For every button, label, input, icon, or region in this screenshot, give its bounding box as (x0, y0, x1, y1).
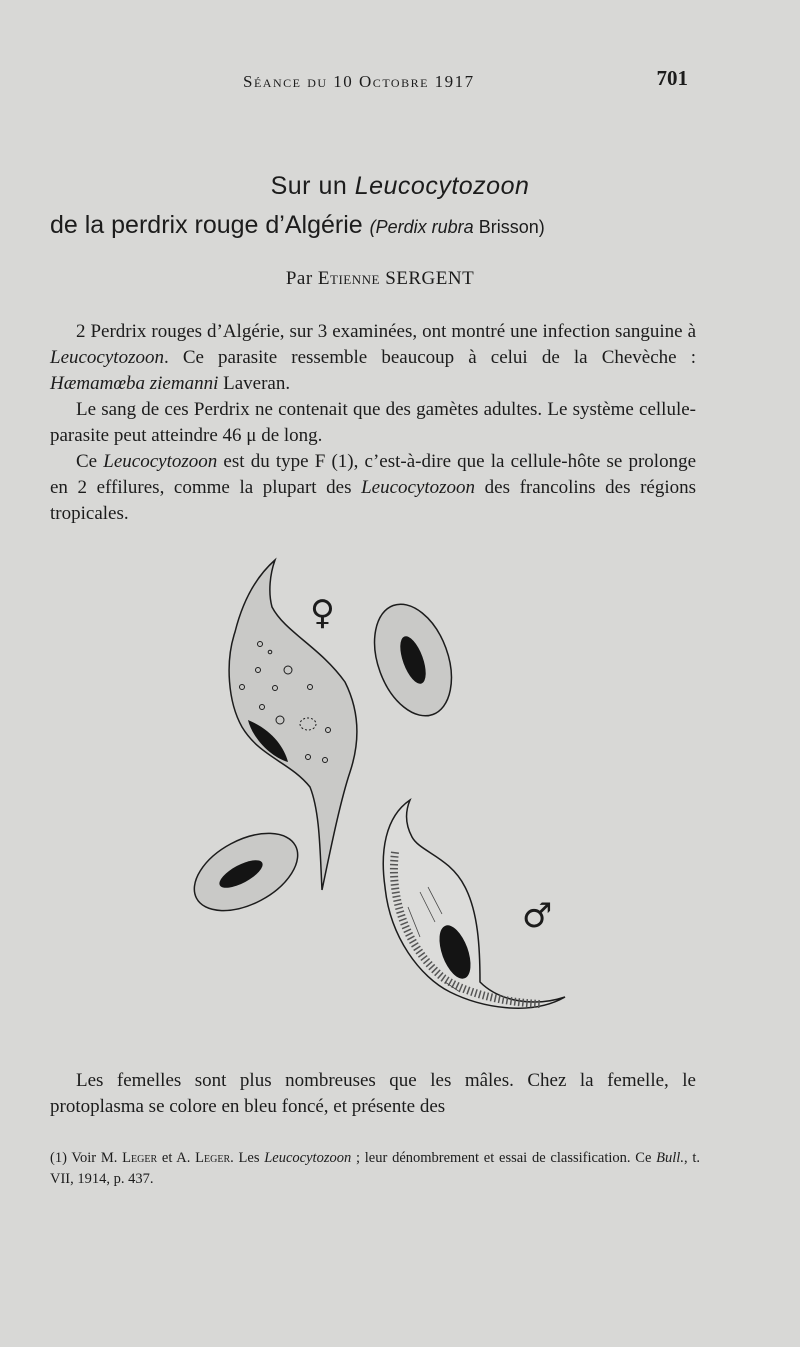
page-number: 701 (656, 66, 688, 90)
paragraph-3-text-c: des francolins des régions tropicales. (50, 477, 696, 524)
male-symbol: ♂ (522, 896, 553, 936)
paragraph-1 (50, 319, 696, 397)
title-genus: Leucocytozoon (354, 172, 530, 200)
running-head (0, 66, 800, 96)
footnote-text-d: ; leur dénombrement et essai de classification. Ce (351, 1150, 657, 1166)
author-first-name: Etienne (317, 268, 380, 289)
footnote-author-1: Leger (122, 1150, 158, 1166)
footnote-text-e: , t. VII, 1914, p. 437. (50, 1150, 701, 1187)
red-blood-cell-lower (182, 817, 311, 926)
article-title-line2 (50, 211, 750, 240)
title-species: (Perdix rubra (369, 217, 474, 237)
paragraph-1-text-b: . Ce parasite ressemble beaucoup à celui de la Chevèche : (163, 347, 696, 368)
parasite-figure (180, 552, 600, 1052)
footnote (50, 1148, 700, 1190)
footnote-text-c: . Les (230, 1150, 265, 1166)
female-symbol: ♀ (310, 593, 335, 633)
author-line (0, 268, 760, 290)
paragraph-3 (50, 449, 696, 527)
title-prefix: Sur un (270, 172, 355, 200)
title-line2-prefix: de la perdrix rouge d’Algérie (50, 211, 370, 239)
footnote-author-2: Leger (195, 1150, 231, 1166)
running-head-title: Séance du 10 Octobre 1917 (243, 72, 475, 91)
paragraph-3-genus-2: Leucocytozoon (361, 477, 476, 498)
author-last-name: SERGENT (379, 268, 475, 289)
footnote-journal: Bull. (656, 1150, 684, 1166)
paragraph-2: Le sang de ces Perdrix ne contenait que des gamètes adultes. Le système cellule-parasite peut atteindre 46 μ de long. (50, 399, 696, 446)
footnote-text-b: et A. (157, 1150, 196, 1166)
footnote-genus: Leucocytozoon (264, 1150, 352, 1166)
paragraph-3-text-b: est du type F (1), c’est-à-dire que la cellule-hôte se prolonge en 2 effilures, comme la plupart des (50, 451, 697, 498)
footnote-text-a: (1) Voir M. (50, 1150, 123, 1166)
paragraph-1-text-c: Laveran. (218, 373, 291, 394)
paragraph-1-species: Hæmamœba ziemanni (50, 373, 219, 394)
paragraph-1-genus: Leucocytozoon (50, 347, 164, 368)
body-text-top (50, 319, 696, 527)
paragraph-1-text-a: 2 Perdrix rouges d’Algérie, sur 3 examinées, ont montré une infection sanguine à (76, 321, 696, 342)
red-blood-cell-upper (360, 594, 465, 727)
paragraph-3-genus: Leucocytozoon (103, 451, 218, 472)
author-prefix: Par (285, 268, 318, 289)
article-title-line1 (0, 172, 800, 201)
title-species-author: Brisson) (473, 217, 545, 237)
paragraph-4: Les femelles sont plus nombreuses que les mâles. Chez la femelle, le protoplasma se colore en bleu foncé, et présente des (50, 1070, 696, 1117)
body-text-bottom (50, 1068, 696, 1120)
paragraph-3-text-a: Ce (76, 451, 104, 472)
